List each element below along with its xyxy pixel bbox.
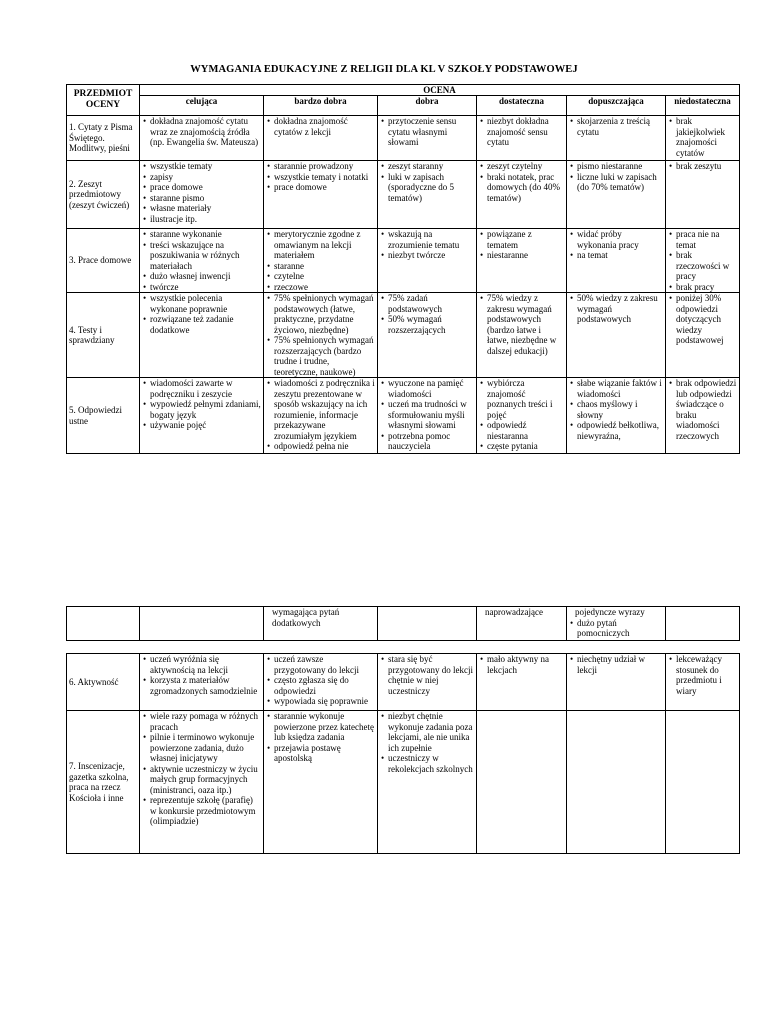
table-row: [67, 229, 740, 293]
table-cell: [567, 161, 666, 229]
list-item: • wiadomości z podręcznika i zeszytu prezentowane w sposób wskazujący na ich rozumienie, informacje przekazywane zrozumiałym językiem: [274, 378, 375, 441]
table-cell: [264, 607, 378, 641]
list-item: • wypowiada się poprawnie: [274, 696, 375, 707]
table-cell: [666, 293, 740, 378]
table-cell: [567, 378, 666, 454]
grading-table-continuation: [66, 606, 740, 641]
list-item: • uczeń zawsze przygotowany do lekcji: [274, 654, 375, 675]
grade-header: dopuszczająca: [567, 96, 666, 116]
list-item: • zapisy: [150, 172, 261, 183]
row-subject: 3. Prace domowe: [67, 229, 140, 293]
list-item: • prace domowe: [150, 182, 261, 193]
grades-header-row: [67, 96, 740, 116]
list-item: • częste pytania: [487, 441, 564, 452]
list-item: • wyuczone na pamięć wiadomości: [388, 378, 474, 399]
grade-header: niedostateczna: [666, 96, 740, 116]
list-item: • staranne pismo: [150, 193, 261, 204]
row-subject: 2. Zeszyt przedmiotowy (zeszyt ćwiczeń): [67, 161, 140, 229]
list-item: • uczestniczy w rekolekcjach szkolnych: [388, 753, 474, 774]
grading-table-part-2: [66, 653, 740, 854]
table-cell: [477, 293, 567, 378]
list-item: • niezbyt chętnie wykonuje zadania poza lekcjami, ale nie unika ich zupełnie: [388, 711, 474, 753]
list-item: • rozwiązane też zadanie dodatkowe: [150, 314, 261, 335]
list-item: • brak rzeczowości w pracy: [676, 250, 737, 282]
list-item: • niechętny udział w lekcji: [577, 654, 663, 675]
grade-header: bardzo dobra: [264, 96, 378, 116]
list-item: • chaos myślowy i słowny: [577, 399, 663, 420]
row-subject: 1. Cytaty z Pisma Świętego. Modlitwy, pieśni: [67, 116, 140, 161]
table-cell: [140, 229, 264, 293]
list-item: • twórcze: [150, 282, 261, 293]
list-item: • liczne luki w zapisach (do 70% tematów): [577, 172, 663, 193]
list-item: • dokładna znajomość cytatu wraz ze znajomością źródła (np. Ewangelia św. Mateusza): [150, 116, 261, 148]
table-cell: [264, 378, 378, 454]
list-item: • wybiórcza znajomość poznanych treści i pojęć: [487, 378, 564, 420]
list-item: • przytoczenie sensu cytatu własnymi słowami: [388, 116, 474, 148]
subject-header-label: PRZEDMIOT OCENY: [73, 89, 133, 110]
list-item: • uczeń wyróżnia się aktywnością na lekcji: [150, 654, 261, 675]
list-item: • uczeń ma trudności w sformułowaniu myśli własnymi słowami: [388, 399, 474, 431]
table-cell: [264, 293, 378, 378]
list-item: • odpowiedź niestaranna: [487, 420, 564, 441]
grade-header: dobra: [378, 96, 477, 116]
table-cell: [378, 293, 477, 378]
grade-header: dostateczna: [477, 96, 567, 116]
list-item: • 50% wiedzy z zakresu wymagań podstawowych: [577, 293, 663, 325]
list-item: • niezbyt dokładna znajomość sensu cytatu: [487, 116, 564, 148]
list-item: • reprezentuje szkołę (parafię) w konkursie przedmiotowym (olimpiadzie): [150, 795, 261, 827]
grading-table-part-1: [66, 84, 740, 454]
table-cell: [264, 654, 378, 711]
table-cell: [264, 116, 378, 161]
table-cell: [477, 607, 567, 641]
table-cell: [378, 229, 477, 293]
list-item: • brak zeszytu: [676, 161, 737, 172]
list-item: • własne materiały: [150, 203, 261, 214]
list-item: • brak jakiejkolwiek znajomości cytatów: [676, 116, 737, 158]
row-subject: 6. Aktywność: [67, 654, 140, 711]
table-cell: [477, 116, 567, 161]
list-item: • prace domowe: [274, 182, 375, 193]
list-item: • na temat: [577, 250, 663, 261]
list-item: • potrzebna pomoc nauczyciela: [388, 431, 474, 452]
list-item: • starannie prowadzony: [274, 161, 375, 172]
row-subject: 7. Inscenizacje, gazetka szkolna, praca na rzecz Kościoła i inne: [67, 711, 140, 854]
table-cell: [140, 378, 264, 454]
list-item: • braki notatek, prac domowych (do 40% tematów): [487, 172, 564, 204]
list-item: • treści wskazujące na poszukiwania w różnych materiałach: [150, 240, 261, 272]
table-cell: [378, 116, 477, 161]
table-cell: [477, 711, 567, 854]
list-item: • wiadomości zawarte w podręczniku i zeszycie: [150, 378, 261, 399]
table-cell: [140, 607, 264, 641]
table-row: [67, 654, 740, 711]
list-item: • staranne wykonanie: [150, 229, 261, 240]
table-cell: [378, 654, 477, 711]
list-item: • widać próby wykonania pracy: [577, 229, 663, 250]
list-item: • używanie pojęć: [150, 420, 261, 431]
row-subject: 4. Testy i sprawdziany: [67, 293, 140, 378]
row-subject: 5. Odpowiedzi ustne: [67, 378, 140, 454]
list-item: • merytorycznie zgodne z omawianym na lekcji materiałem: [274, 229, 375, 261]
table-cell: [567, 654, 666, 711]
table-cell: [140, 116, 264, 161]
list-item: • przejawia postawę apostolską: [274, 743, 375, 764]
table-cell: [666, 378, 740, 454]
list-item: • często zgłasza się do odpowiedzi: [274, 675, 375, 696]
list-item: • odpowiedź pełna nie: [274, 441, 375, 452]
list-item: • powiązane z tematem: [487, 229, 564, 250]
list-item: • poniżej 30% odpowiedzi dotyczących wiedzy podstawowej: [676, 293, 737, 346]
list-item: • 75% zadań podstawowych: [388, 293, 474, 314]
table-row: [67, 711, 740, 854]
list-item: • pilnie i terminowo wykonuje powierzone zadania, dużo własnej inicjatywy: [150, 732, 261, 764]
subject-column-header: [67, 85, 140, 116]
cell-text: pojedyncze wyrazy: [575, 607, 645, 617]
table-cell: [140, 711, 264, 854]
document-title: WYMAGANIA EDUKACYJNE Z RELIGII DLA KL V SZKOŁY PODSTAWOWEJ: [190, 64, 578, 75]
list-item: • wszystkie tematy: [150, 161, 261, 172]
cell-text: wymagająca pytań dodatkowych: [272, 607, 340, 628]
list-item: • ilustracje itp.: [150, 214, 261, 225]
table-row: [67, 378, 740, 454]
table-cell: [477, 378, 567, 454]
list-item: • zeszyt staranny: [388, 161, 474, 172]
list-item: • lekceważący stosunek do przedmiotu i wiary: [676, 654, 737, 696]
table-row: [67, 161, 740, 229]
table-cell: [567, 293, 666, 378]
table-cell: [666, 711, 740, 854]
list-item: • rzeczowe: [274, 282, 375, 293]
list-item: • niestaranne: [487, 250, 564, 261]
list-item: • wypowiedź pełnymi zdaniami, bogaty język: [150, 399, 261, 420]
table-cell: [666, 607, 740, 641]
list-item: • słabe wiązanie faktów i wiadomości: [577, 378, 663, 399]
list-item: • praca nie na temat: [676, 229, 737, 250]
list-item: • dużo własnej inwencji: [150, 271, 261, 282]
grades-group-header: OCENA: [140, 85, 740, 96]
table-cell: [67, 607, 140, 641]
list-item: • odpowiedź bełkotliwa, niewyraźna,: [577, 420, 663, 441]
table-cell: [378, 607, 477, 641]
table-row: [67, 607, 740, 641]
table-cell: [567, 229, 666, 293]
list-item: • dużo pytań pomocniczych: [577, 618, 663, 639]
table-cell: [378, 711, 477, 854]
table-cell: [477, 161, 567, 229]
list-item: • 75% wiedzy z zakresu wymagań podstawowych (bardzo łatwe i łatwe, niezbędne w dalszej edukacji): [487, 293, 564, 356]
list-item: • starannie wykonuje powierzone przez katechetę lub księdza zadania: [274, 711, 375, 743]
list-item: • wszystkie polecenia wykonane poprawnie: [150, 293, 261, 314]
table-cell: [666, 229, 740, 293]
table-row: [67, 116, 740, 161]
table-cell: [666, 116, 740, 161]
list-item: • skojarzenia z treścią cytatu: [577, 116, 663, 137]
table-cell: [567, 607, 666, 641]
list-item: • niezbyt twórcze: [388, 250, 474, 261]
table-cell: [666, 654, 740, 711]
list-item: • mało aktywny na lekcjach: [487, 654, 564, 675]
list-item: • wskazują na zrozumienie tematu: [388, 229, 474, 250]
table-row: [67, 293, 740, 378]
table-cell: [264, 229, 378, 293]
table-cell: [567, 116, 666, 161]
list-item: • wszystkie tematy i notatki: [274, 172, 375, 183]
cell-text: naprowadzające: [485, 607, 543, 617]
list-item: • 75% spełnionych wymagań podstawowych (łatwe, praktyczne, przydatne życiowo, niezbędne): [274, 293, 375, 335]
table-cell: [264, 161, 378, 229]
table-cell: [378, 161, 477, 229]
list-item: • stara się być przygotowany do lekcji chętnie w niej uczestniczy: [388, 654, 474, 696]
grade-header: celująca: [140, 96, 264, 116]
table-cell: [140, 293, 264, 378]
list-item: • brak odpowiedzi lub odpowiedzi świadczące o braku wiadomości rzeczowych: [676, 378, 737, 441]
list-item: • staranne: [274, 261, 375, 272]
list-item: • 75% spełnionych wymagań rozszerzających (bardzo trudne i trudne, teoretyczne, naukowe): [274, 335, 375, 377]
list-item: • wiele razy pomaga w różnych pracach: [150, 711, 261, 732]
list-item: • dokładna znajomość cytatów z lekcji: [274, 116, 375, 137]
table-cell: [140, 654, 264, 711]
list-item: • luki w zapisach (sporadyczne do 5 tematów): [388, 172, 474, 204]
list-item: • pismo niestaranne: [577, 161, 663, 172]
list-item: • zeszyt czytelny: [487, 161, 564, 172]
table-cell: [666, 161, 740, 229]
table-cell: [477, 229, 567, 293]
table-cell: [567, 711, 666, 854]
list-item: • korzysta z materiałów zgromadzonych samodzielnie: [150, 675, 261, 696]
table-cell: [378, 378, 477, 454]
table-cell: [140, 161, 264, 229]
table-cell: [264, 711, 378, 854]
list-item: • aktywnie uczestniczy w życiu małych grup formacyjnych (ministranci, oaza itp.): [150, 764, 261, 796]
list-item: • brak pracy: [676, 282, 737, 293]
list-item: • czytelne: [274, 271, 375, 282]
list-item: • 50% wymagań rozszerzających: [388, 314, 474, 335]
table-cell: [477, 654, 567, 711]
